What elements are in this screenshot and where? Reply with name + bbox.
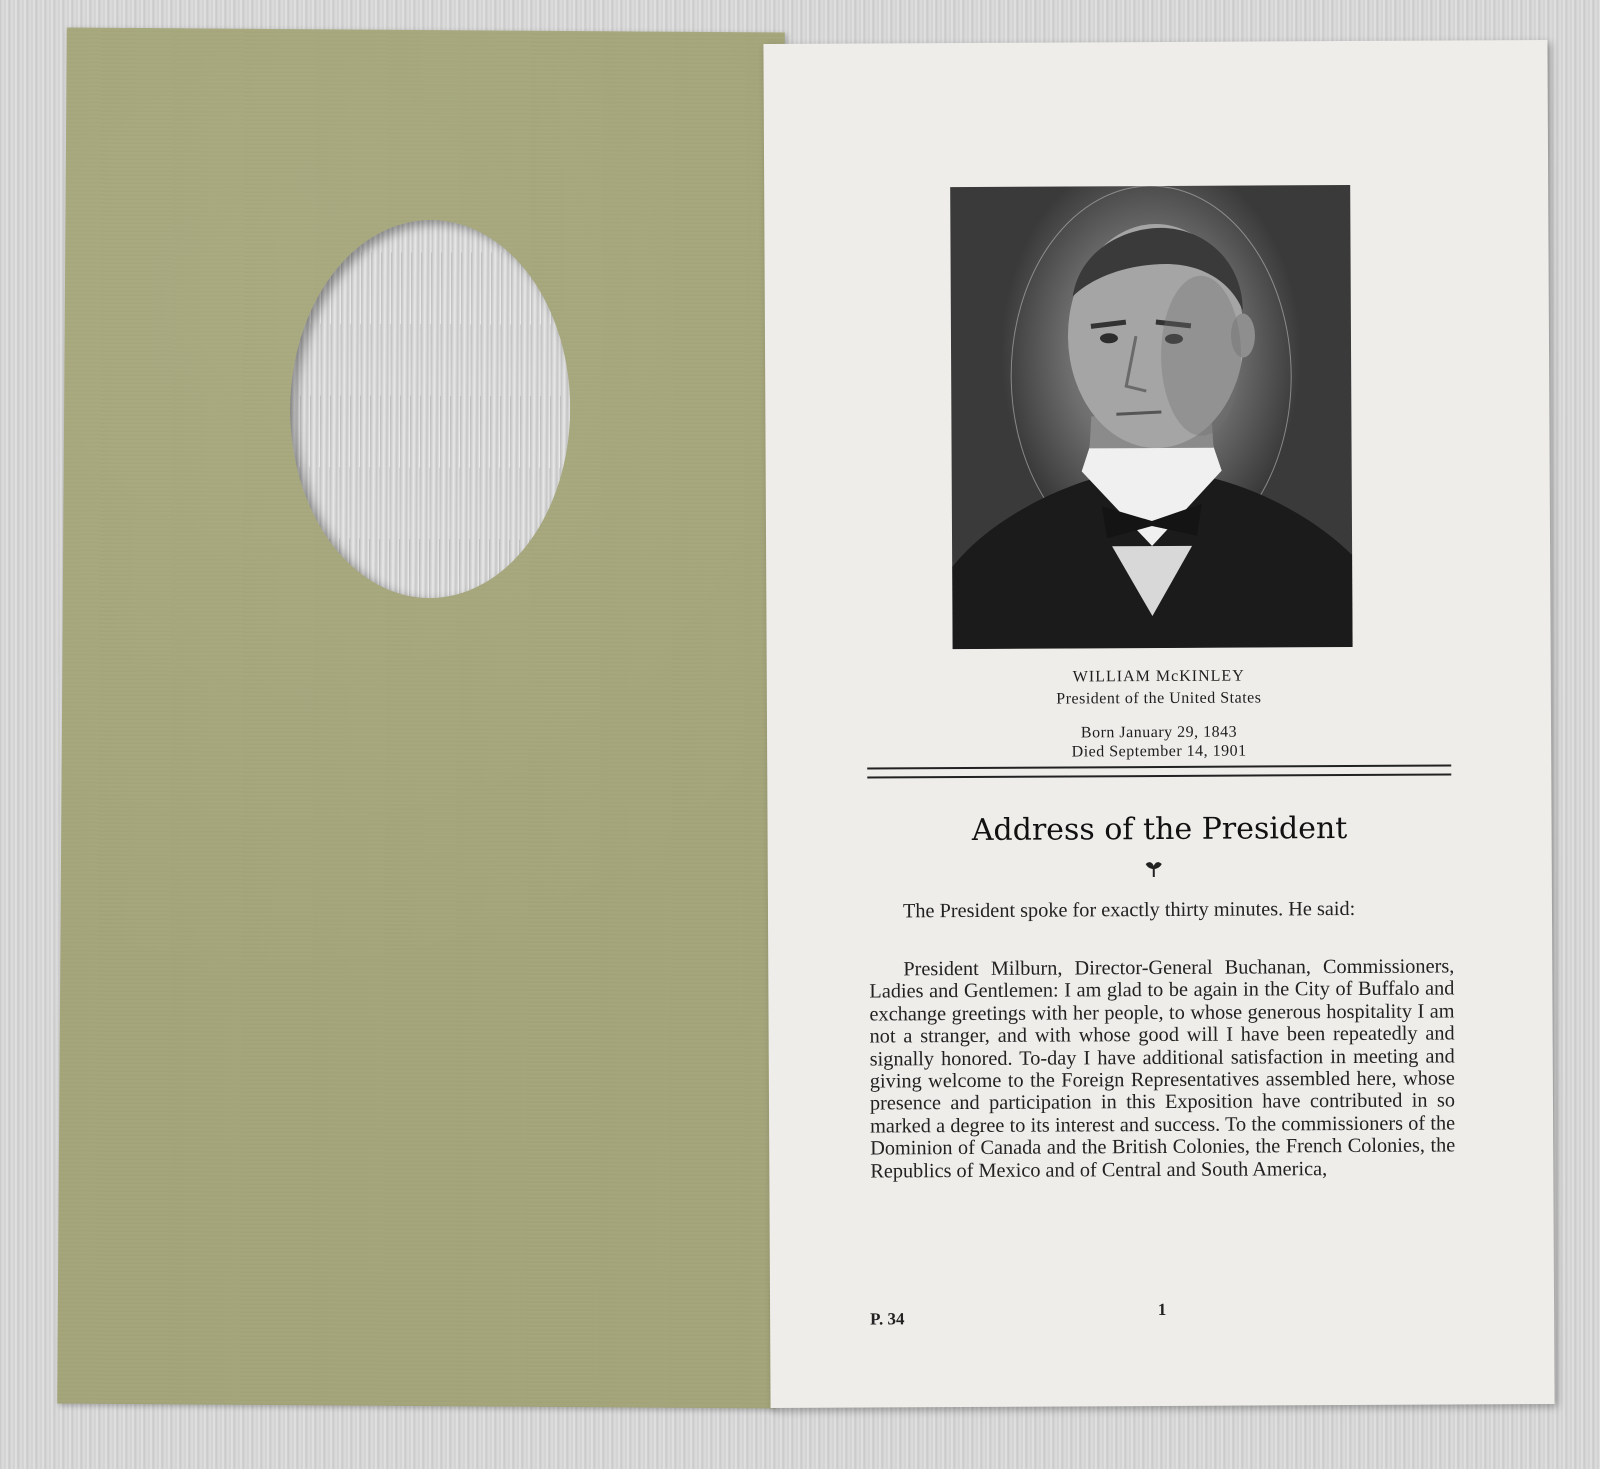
- portrait-photo: [950, 185, 1352, 649]
- portrait-title: President of the United States: [1056, 689, 1262, 708]
- oval-cutout: [289, 219, 572, 599]
- fleuron-ornament-icon: [1144, 860, 1164, 878]
- booklet-cover: [57, 28, 785, 1409]
- signature-mark: P. 34: [870, 1309, 905, 1329]
- birth-date: Born January 29, 1843: [1080, 723, 1238, 742]
- death-date: Died September 14, 1901: [1071, 742, 1247, 761]
- booklet-page: [763, 40, 1554, 1408]
- double-rule-top: [867, 764, 1451, 769]
- portrait-name: WILLIAM McKINLEY: [1072, 667, 1245, 686]
- intro-paragraph: The President spoke for exactly thirty minutes. He said:: [902, 897, 1356, 923]
- page-number: 1: [1157, 1299, 1167, 1320]
- article-heading: Address of the President: [971, 811, 1348, 848]
- address-paragraph: President Milburn, Director-General Buchanan, Commissioners, Ladies and Gentlemen: I am glad to be again in the City of Buffalo and exchange greetings with her people, to whose generous hospitality I am not a stranger, and with whose good will I have been repeatedly and signally honored. To-day I have additional satisfaction in meeting and giving welcome to the Foreign Representatives assembled here, whose presence and participation in this Exposition have contributed in so marked a degree to its interest and success. To the commissioners of the Dominion of Canada and the British Colonies, the French Colonies, the Republics of Mexico and of Central and South America,: [869, 955, 1456, 1183]
- double-rule-bottom: [867, 773, 1451, 778]
